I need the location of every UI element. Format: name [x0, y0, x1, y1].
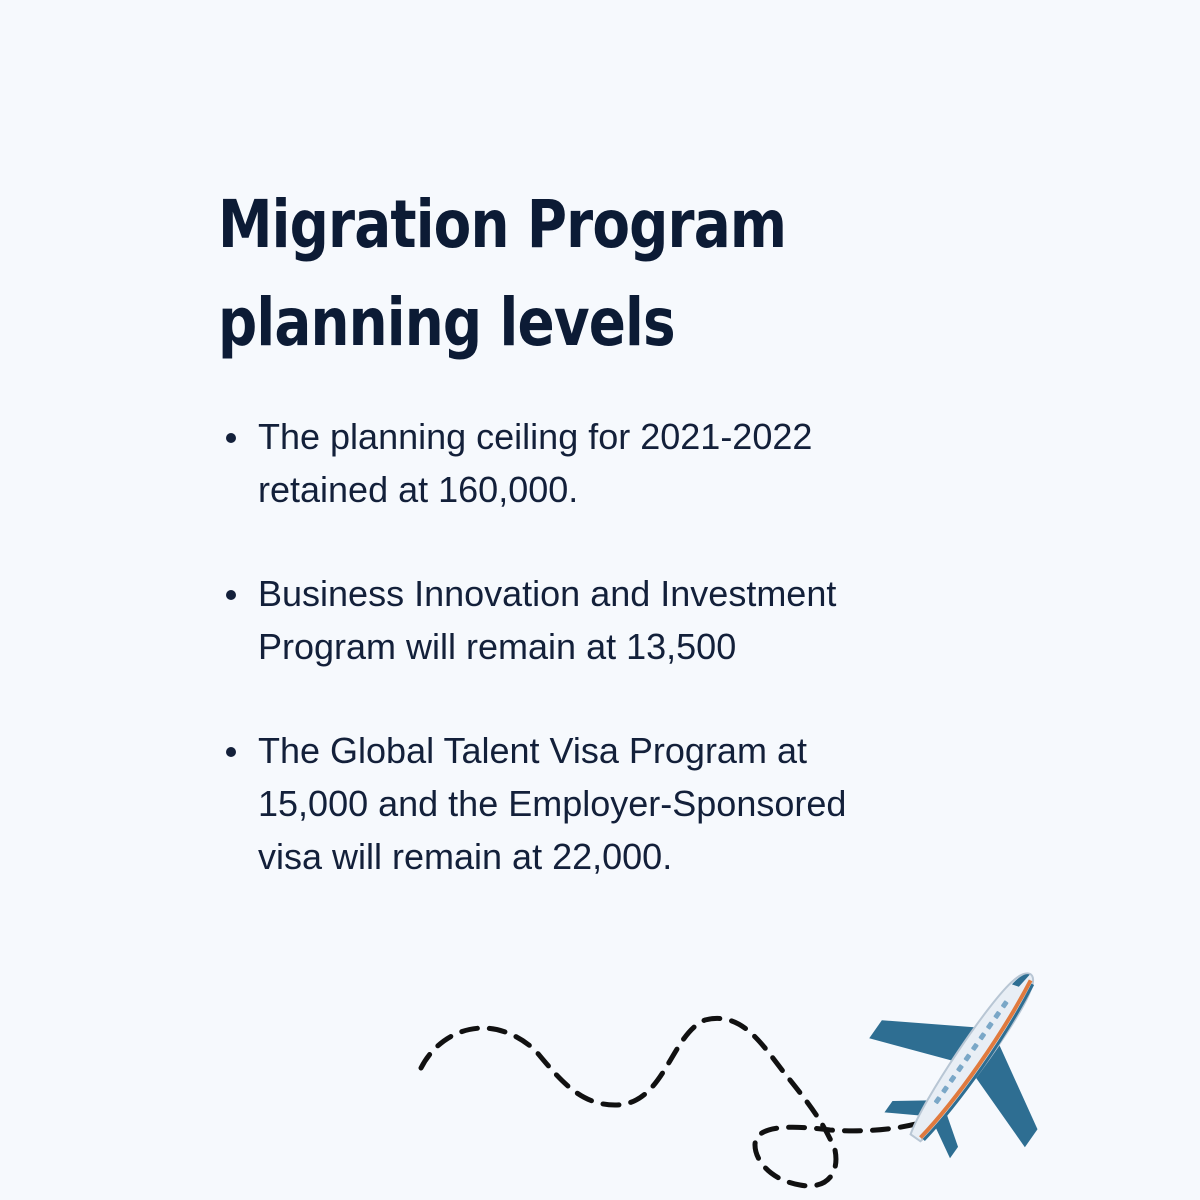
bullet-line: The Global Talent Visa Program at	[258, 730, 807, 771]
airplane-icon	[838, 919, 1108, 1192]
bullet-line: retained at 160,000.	[258, 469, 579, 510]
bullet-line: visa will remain at 22,000.	[258, 836, 673, 877]
title-line: Migration Program	[218, 186, 787, 263]
bullet-line: The planning ceiling for 2021-2022	[258, 416, 813, 457]
title-line: planning levels	[218, 284, 675, 361]
bullet-line: Program will remain at 13,500	[258, 626, 737, 667]
dashed-flight-path-icon	[421, 1018, 935, 1186]
bullet-line: 15,000 and the Employer-Sponsored	[258, 783, 847, 824]
bullet-line: Business Innovation and Investment	[258, 573, 837, 614]
